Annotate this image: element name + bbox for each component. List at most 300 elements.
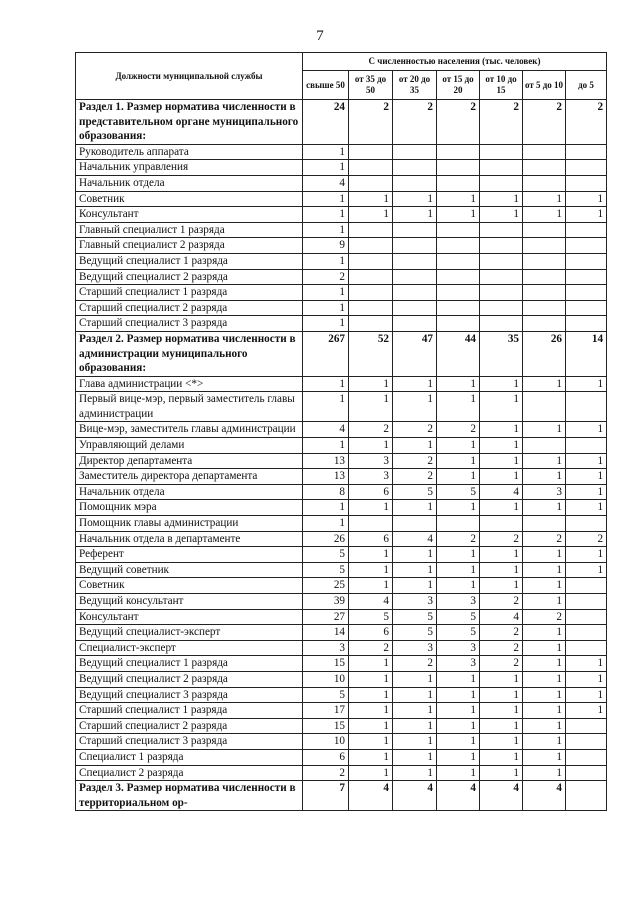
norm-value-cell: 1 — [349, 562, 393, 578]
norm-value-cell — [566, 253, 607, 269]
norm-value-cell: 2 — [523, 100, 566, 145]
norm-value-cell: 24 — [303, 100, 349, 145]
norm-value-cell: 9 — [303, 238, 349, 254]
norm-value-cell — [480, 144, 523, 160]
norm-value-cell — [393, 516, 437, 532]
norm-value-cell — [480, 269, 523, 285]
norm-value-cell: 1 — [480, 703, 523, 719]
position-name: Старший специалист 3 разряда — [76, 316, 303, 332]
norm-value-cell — [480, 238, 523, 254]
norm-value-cell: 1 — [566, 547, 607, 563]
table-row — [76, 718, 607, 734]
norm-value-cell: 1 — [437, 687, 480, 703]
norm-value-cell — [437, 253, 480, 269]
norm-value-cell: 1 — [349, 718, 393, 734]
norm-value-cell: 6 — [303, 749, 349, 765]
table-row — [76, 484, 607, 500]
norm-value-cell: 1 — [480, 207, 523, 223]
norm-value-cell: 1 — [523, 578, 566, 594]
norm-value-cell: 1 — [393, 547, 437, 563]
norm-value-cell: 5 — [393, 484, 437, 500]
norm-value-cell — [349, 222, 393, 238]
norm-value-cell: 1 — [437, 376, 480, 392]
table-row — [76, 222, 607, 238]
norm-value-cell: 1 — [437, 547, 480, 563]
norm-value-cell: 1 — [437, 469, 480, 485]
norm-value-cell: 1 — [303, 160, 349, 176]
population-column-header: от 5 до 10 — [523, 71, 566, 100]
norm-value-cell: 14 — [303, 625, 349, 641]
table-row — [76, 703, 607, 719]
norm-value-cell — [349, 160, 393, 176]
norm-value-cell: 1 — [437, 718, 480, 734]
norm-value-cell: 1 — [349, 191, 393, 207]
table-row — [76, 594, 607, 610]
table-row — [76, 453, 607, 469]
norm-value-cell: 10 — [303, 671, 349, 687]
norm-value-cell: 2 — [393, 469, 437, 485]
norm-value-cell: 1 — [480, 765, 523, 781]
norm-value-cell: 4 — [303, 422, 349, 438]
table-row — [76, 175, 607, 191]
norm-value-cell: 1 — [349, 207, 393, 223]
norm-value-cell — [349, 269, 393, 285]
norm-value-cell: 1 — [566, 207, 607, 223]
norm-value-cell: 14 — [566, 331, 607, 376]
section-title: Раздел 2. Размер норматива численности в администрации муниципального образования: — [76, 331, 303, 376]
norm-value-cell: 1 — [393, 191, 437, 207]
norm-value-cell — [437, 175, 480, 191]
norm-value-cell: 1 — [566, 469, 607, 485]
norm-value-cell — [566, 160, 607, 176]
norm-value-cell — [566, 625, 607, 641]
norm-value-cell: 1 — [523, 671, 566, 687]
position-name: Руководитель аппарата — [76, 144, 303, 160]
position-name: Старший специалист 1 разряда — [76, 703, 303, 719]
norm-value-cell: 1 — [393, 687, 437, 703]
norm-value-cell: 1 — [523, 547, 566, 563]
norm-value-cell: 4 — [523, 781, 566, 811]
table-row — [76, 625, 607, 641]
norm-value-cell — [566, 285, 607, 301]
norm-value-cell: 1 — [349, 376, 393, 392]
norm-value-cell: 3 — [349, 469, 393, 485]
norm-value-cell: 1 — [480, 718, 523, 734]
section-title: Раздел 3. Размер норматива численности в территориальном ор- — [76, 781, 303, 811]
norm-value-cell — [566, 578, 607, 594]
norm-value-cell: 1 — [437, 765, 480, 781]
norm-value-cell: 1 — [393, 749, 437, 765]
position-name: Начальник отдела — [76, 175, 303, 191]
norm-value-cell: 3 — [349, 453, 393, 469]
norm-value-cell: 44 — [437, 331, 480, 376]
norm-value-cell: 4 — [349, 594, 393, 610]
norm-value-cell: 4 — [349, 781, 393, 811]
norm-value-cell: 2 — [480, 100, 523, 145]
norm-value-cell — [566, 734, 607, 750]
norm-value-cell: 1 — [303, 222, 349, 238]
norm-value-cell: 1 — [393, 562, 437, 578]
norm-value-cell — [349, 238, 393, 254]
norm-value-cell: 1 — [566, 656, 607, 672]
norm-value-cell: 2 — [393, 656, 437, 672]
norm-value-cell: 26 — [523, 331, 566, 376]
norm-value-cell: 4 — [393, 781, 437, 811]
norm-value-cell: 1 — [349, 671, 393, 687]
page-number: 7 — [316, 28, 324, 44]
norm-value-cell: 2 — [437, 422, 480, 438]
norm-value-cell: 1 — [523, 640, 566, 656]
norm-value-cell: 5 — [303, 562, 349, 578]
norm-value-cell: 4 — [480, 609, 523, 625]
norm-value-cell: 1 — [303, 300, 349, 316]
norm-value-cell: 1 — [480, 453, 523, 469]
norm-value-cell: 5 — [437, 609, 480, 625]
table-row — [76, 285, 607, 301]
position-name: Ведущий специалист 2 разряда — [76, 269, 303, 285]
norm-value-cell: 2 — [393, 100, 437, 145]
section-title: Раздел 1. Размер норматива численности в представительном органе муниципального образования: — [76, 100, 303, 145]
norm-value-cell: 4 — [480, 484, 523, 500]
norm-value-cell: 1 — [523, 718, 566, 734]
norm-value-cell: 1 — [437, 453, 480, 469]
norm-value-cell: 1 — [566, 422, 607, 438]
norm-value-cell — [523, 222, 566, 238]
norm-value-cell — [566, 594, 607, 610]
norm-value-cell: 39 — [303, 594, 349, 610]
norm-value-cell: 3 — [393, 640, 437, 656]
norm-value-cell: 1 — [566, 191, 607, 207]
norm-value-cell: 1 — [523, 687, 566, 703]
norm-value-cell: 8 — [303, 484, 349, 500]
norm-value-cell: 1 — [566, 453, 607, 469]
position-name: Специалист-эксперт — [76, 640, 303, 656]
norm-value-cell: 13 — [303, 469, 349, 485]
norm-value-cell: 1 — [349, 392, 393, 422]
norm-value-cell: 52 — [349, 331, 393, 376]
table-row — [76, 392, 607, 422]
norm-value-cell: 1 — [437, 671, 480, 687]
norm-value-cell: 2 — [349, 422, 393, 438]
norm-value-cell: 17 — [303, 703, 349, 719]
norm-value-cell: 1 — [523, 422, 566, 438]
norm-value-cell: 1 — [480, 578, 523, 594]
norm-value-cell: 1 — [523, 749, 566, 765]
population-column-header: свыше 50 — [303, 71, 349, 100]
norm-value-cell: 2 — [480, 594, 523, 610]
position-name: Специалист 2 разряда — [76, 765, 303, 781]
position-name: Ведущий консультант — [76, 594, 303, 610]
norm-value-cell: 1 — [437, 703, 480, 719]
table-row — [76, 656, 607, 672]
norm-value-cell — [480, 316, 523, 332]
table-row — [76, 422, 607, 438]
population-column-header: до 5 — [566, 71, 607, 100]
table-row — [76, 316, 607, 332]
norm-value-cell — [349, 144, 393, 160]
norm-value-cell — [393, 285, 437, 301]
table-row — [76, 238, 607, 254]
norm-value-cell — [480, 253, 523, 269]
position-name: Ведущий специалист 1 разряда — [76, 253, 303, 269]
norm-value-cell: 1 — [349, 547, 393, 563]
norm-value-cell: 1 — [566, 484, 607, 500]
norm-value-cell: 6 — [349, 625, 393, 641]
norm-value-cell — [566, 269, 607, 285]
norm-value-cell: 1 — [523, 453, 566, 469]
position-name: Вице-мэр, заместитель главы администрации — [76, 422, 303, 438]
norm-value-cell: 1 — [480, 392, 523, 422]
norm-value-cell — [523, 269, 566, 285]
table-row — [76, 376, 607, 392]
norm-value-cell: 2 — [349, 100, 393, 145]
norm-value-cell — [437, 160, 480, 176]
position-name: Советник — [76, 578, 303, 594]
norm-value-cell: 1 — [437, 734, 480, 750]
norm-value-cell — [349, 253, 393, 269]
norm-value-cell: 35 — [480, 331, 523, 376]
norm-value-cell — [566, 238, 607, 254]
norm-value-cell: 4 — [437, 781, 480, 811]
norm-value-cell — [393, 269, 437, 285]
norm-value-cell: 1 — [393, 718, 437, 734]
norm-value-cell — [480, 222, 523, 238]
norm-value-cell: 1 — [303, 500, 349, 516]
norm-value-cell: 1 — [566, 562, 607, 578]
norm-value-cell: 1 — [480, 469, 523, 485]
norm-value-cell — [523, 238, 566, 254]
norm-value-cell: 1 — [566, 376, 607, 392]
norm-value-cell: 2 — [393, 453, 437, 469]
norm-value-cell — [566, 749, 607, 765]
norm-value-cell — [566, 516, 607, 532]
position-name: Главный специалист 1 разряда — [76, 222, 303, 238]
norm-value-cell: 1 — [303, 207, 349, 223]
norm-value-cell — [566, 392, 607, 422]
norm-value-cell: 1 — [393, 578, 437, 594]
section-row — [76, 331, 607, 376]
norm-value-cell: 1 — [303, 516, 349, 532]
norm-value-cell: 1 — [437, 562, 480, 578]
population-group-header: С численностью населения (тыс. человек) — [303, 53, 607, 71]
norm-value-cell: 6 — [349, 484, 393, 500]
norm-value-cell — [349, 316, 393, 332]
norm-value-cell: 1 — [349, 438, 393, 454]
norm-value-cell — [437, 144, 480, 160]
norm-value-cell: 2 — [566, 531, 607, 547]
table-row — [76, 531, 607, 547]
position-name: Консультант — [76, 207, 303, 223]
norm-value-cell — [393, 175, 437, 191]
norm-value-cell: 1 — [566, 500, 607, 516]
norm-value-cell: 1 — [349, 749, 393, 765]
table-row — [76, 269, 607, 285]
norm-value-cell: 27 — [303, 609, 349, 625]
norm-value-cell: 1 — [480, 687, 523, 703]
table-row — [76, 765, 607, 781]
table-row — [76, 749, 607, 765]
norm-value-cell: 1 — [303, 144, 349, 160]
norm-value-cell: 2 — [566, 100, 607, 145]
staffing-norms-table — [75, 52, 607, 811]
norm-value-cell: 2 — [349, 640, 393, 656]
norm-value-cell — [523, 144, 566, 160]
position-name: Начальник отдела — [76, 484, 303, 500]
position-name: Начальник отдела в департаменте — [76, 531, 303, 547]
norm-value-cell: 5 — [393, 609, 437, 625]
norm-value-cell — [349, 175, 393, 191]
norm-value-cell — [566, 316, 607, 332]
norm-value-cell — [523, 516, 566, 532]
norm-value-cell: 4 — [303, 175, 349, 191]
norm-value-cell: 3 — [303, 640, 349, 656]
norm-value-cell: 1 — [480, 422, 523, 438]
norm-value-cell: 1 — [523, 703, 566, 719]
norm-value-cell: 1 — [393, 392, 437, 422]
population-column-header: от 35 до 50 — [349, 71, 393, 100]
norm-value-cell — [566, 609, 607, 625]
table-row — [76, 438, 607, 454]
norm-value-cell — [480, 175, 523, 191]
norm-value-cell: 47 — [393, 331, 437, 376]
position-name: Советник — [76, 191, 303, 207]
norm-value-cell: 1 — [437, 749, 480, 765]
norm-value-cell: 1 — [566, 703, 607, 719]
norm-value-cell: 2 — [437, 531, 480, 547]
position-name: Старший специалист 1 разряда — [76, 285, 303, 301]
norm-value-cell — [566, 175, 607, 191]
position-name: Первый вице-мэр, первый заместитель главы администрации — [76, 392, 303, 422]
norm-value-cell: 1 — [303, 438, 349, 454]
section-row — [76, 781, 607, 811]
position-name: Ведущий специалист 1 разряда — [76, 656, 303, 672]
norm-value-cell: 25 — [303, 578, 349, 594]
norm-value-cell — [566, 222, 607, 238]
norm-value-cell: 15 — [303, 656, 349, 672]
norm-value-cell: 5 — [393, 625, 437, 641]
norm-value-cell: 2 — [523, 609, 566, 625]
table-row — [76, 578, 607, 594]
norm-value-cell: 1 — [566, 687, 607, 703]
table-row — [76, 469, 607, 485]
norm-value-cell — [480, 300, 523, 316]
table-row — [76, 734, 607, 750]
norm-value-cell — [523, 392, 566, 422]
norm-value-cell: 1 — [303, 191, 349, 207]
norm-value-cell — [523, 253, 566, 269]
norm-value-cell: 1 — [437, 500, 480, 516]
norm-value-cell: 1 — [303, 376, 349, 392]
norm-value-cell — [566, 144, 607, 160]
norm-value-cell: 3 — [523, 484, 566, 500]
norm-value-cell — [393, 300, 437, 316]
norm-value-cell — [393, 238, 437, 254]
norm-value-cell: 2 — [523, 531, 566, 547]
norm-value-cell — [523, 300, 566, 316]
position-name: Начальник управления — [76, 160, 303, 176]
table-row — [76, 207, 607, 223]
norm-value-cell — [393, 160, 437, 176]
norm-value-cell — [437, 285, 480, 301]
norm-value-cell: 1 — [480, 671, 523, 687]
norm-value-cell: 2 — [480, 625, 523, 641]
norm-value-cell: 1 — [349, 687, 393, 703]
table-row — [76, 500, 607, 516]
norm-value-cell: 1 — [523, 500, 566, 516]
norm-value-cell: 1 — [480, 547, 523, 563]
norm-value-cell — [566, 781, 607, 811]
norm-value-cell — [393, 253, 437, 269]
norm-value-cell: 10 — [303, 734, 349, 750]
norm-value-cell: 3 — [437, 656, 480, 672]
norm-value-cell: 1 — [349, 656, 393, 672]
norm-value-cell: 4 — [480, 781, 523, 811]
norm-value-cell: 1 — [480, 438, 523, 454]
norm-value-cell: 1 — [437, 207, 480, 223]
norm-value-cell: 2 — [480, 640, 523, 656]
norm-value-cell: 1 — [523, 765, 566, 781]
norm-value-cell: 3 — [437, 594, 480, 610]
norm-value-cell: 1 — [393, 500, 437, 516]
position-name: Главный специалист 2 разряда — [76, 238, 303, 254]
norm-value-cell: 6 — [349, 531, 393, 547]
norm-value-cell — [349, 285, 393, 301]
table-row — [76, 547, 607, 563]
population-column-header: от 20 до 35 — [393, 71, 437, 100]
position-name: Ведущий специалист 2 разряда — [76, 671, 303, 687]
norm-value-cell — [480, 285, 523, 301]
norm-value-cell: 2 — [303, 765, 349, 781]
norm-value-cell: 1 — [393, 376, 437, 392]
table-row — [76, 191, 607, 207]
position-name: Управляющий делами — [76, 438, 303, 454]
norm-value-cell: 1 — [523, 656, 566, 672]
norm-value-cell: 1 — [437, 191, 480, 207]
position-name: Ведущий специалист-эксперт — [76, 625, 303, 641]
norm-value-cell — [566, 640, 607, 656]
norm-value-cell: 3 — [437, 640, 480, 656]
norm-value-cell — [566, 438, 607, 454]
table-row — [76, 640, 607, 656]
norm-value-cell — [349, 300, 393, 316]
norm-value-cell — [437, 222, 480, 238]
norm-value-cell: 4 — [393, 531, 437, 547]
table-row — [76, 562, 607, 578]
norm-value-cell: 5 — [303, 687, 349, 703]
norm-value-cell: 1 — [303, 285, 349, 301]
position-name: Глава администрации <*> — [76, 376, 303, 392]
norm-value-cell: 1 — [480, 734, 523, 750]
norm-value-cell — [437, 516, 480, 532]
norm-value-cell — [523, 160, 566, 176]
norm-value-cell: 1 — [349, 500, 393, 516]
norm-value-cell — [437, 316, 480, 332]
norm-value-cell: 1 — [437, 392, 480, 422]
norm-value-cell — [437, 269, 480, 285]
norm-value-cell: 15 — [303, 718, 349, 734]
norm-value-cell — [523, 285, 566, 301]
population-column-header: от 15 до 20 — [437, 71, 480, 100]
position-name: Специалист 1 разряда — [76, 749, 303, 765]
norm-value-cell: 1 — [393, 438, 437, 454]
table-row — [76, 144, 607, 160]
norm-value-cell — [523, 438, 566, 454]
section-row — [76, 100, 607, 145]
norm-value-cell: 1 — [393, 703, 437, 719]
norm-value-cell: 1 — [480, 500, 523, 516]
position-name: Ведущий специалист 3 разряда — [76, 687, 303, 703]
norm-value-cell: 1 — [523, 734, 566, 750]
